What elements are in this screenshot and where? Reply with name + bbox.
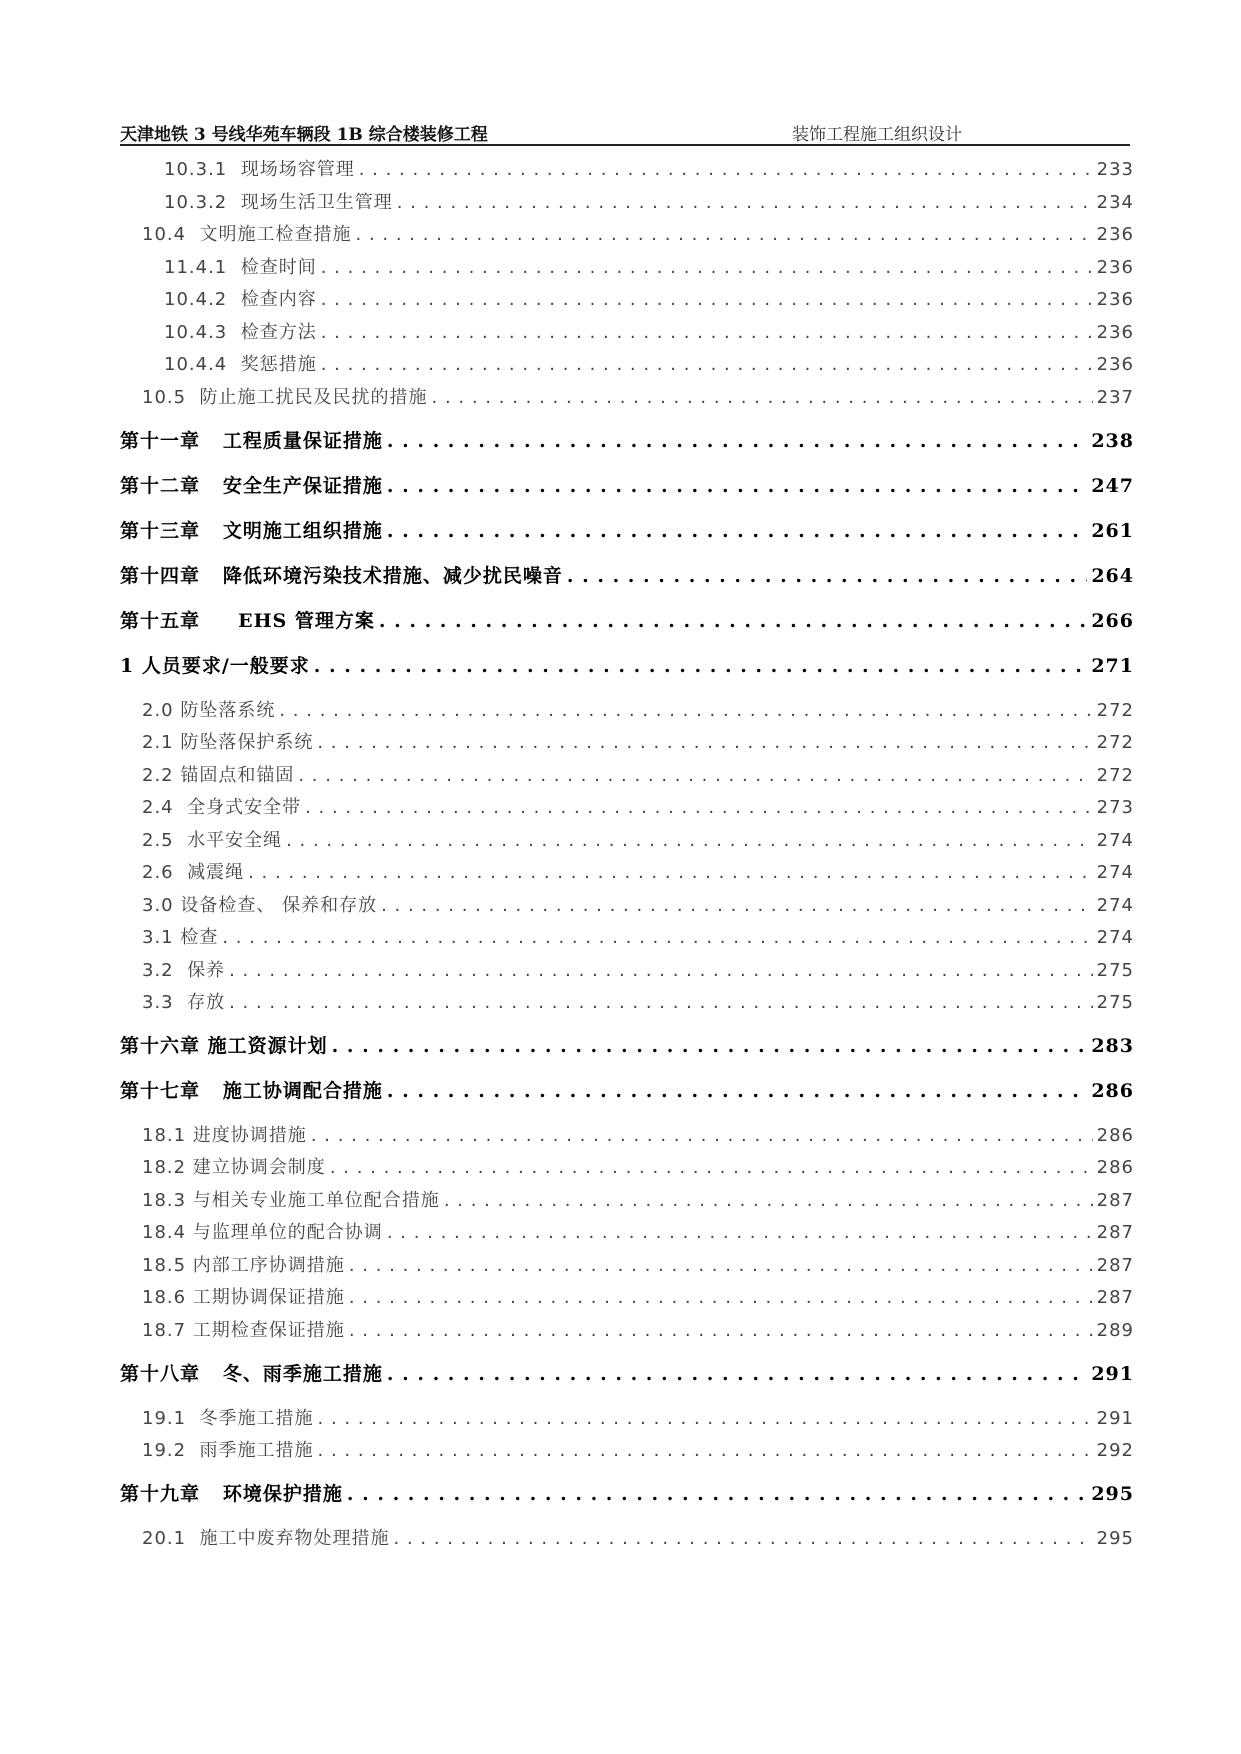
toc-entry[interactable] xyxy=(142,728,1134,754)
toc-entry-number: 11.4.1 xyxy=(164,257,228,278)
toc-chapter-entry[interactable] xyxy=(120,1479,1134,1506)
toc-entry-page: 291 xyxy=(1096,1408,1134,1429)
toc-chapter-entry[interactable] xyxy=(120,606,1134,633)
toc-leader xyxy=(381,895,1093,916)
toc-chapter-entry[interactable] xyxy=(120,426,1134,453)
toc-chapter-entry[interactable] xyxy=(120,471,1134,498)
toc-entry-number: 2.4 xyxy=(142,797,174,818)
toc-entry-page: 292 xyxy=(1096,1440,1134,1461)
toc-chapter-page: 295 xyxy=(1091,1483,1134,1505)
toc-entry-title: 3.0 设备检查、 保养和存放 xyxy=(142,895,378,916)
toc-entry-number: 19.1 xyxy=(142,1408,187,1429)
toc-entry-number: 3.2 xyxy=(142,960,174,981)
toc-entry[interactable] xyxy=(142,1524,1134,1550)
toc-chapter-number: 第十三章 xyxy=(120,520,201,542)
toc-chapter-title: 降低环境污染技术措施、减少扰民噪音 xyxy=(222,565,563,587)
toc-entry[interactable] xyxy=(142,988,1134,1014)
toc-leader xyxy=(321,354,1093,375)
toc-leader xyxy=(222,927,1092,948)
toc-entry-title: 水平安全绳 xyxy=(187,830,283,851)
toc-chapter-title: 冬、雨季施工措施 xyxy=(222,1363,383,1385)
toc-entry-title: 18.6 工期协调保证措施 xyxy=(142,1287,345,1308)
toc-entry[interactable] xyxy=(142,923,1134,949)
toc-entry-title: 18.5 内部工序协调措施 xyxy=(142,1255,345,1276)
header-project-title: 天津地铁 3 号线华苑车辆段 1B 综合楼装修工程 xyxy=(120,125,488,145)
toc-entry-title: 2.0 防坠落系统 xyxy=(142,700,276,721)
toc-entry-title: 冬季施工措施 xyxy=(199,1408,314,1429)
toc-entry-page: 286 xyxy=(1096,1125,1134,1146)
toc-entry-page: 236 xyxy=(1096,289,1134,310)
toc-leader xyxy=(286,830,1093,851)
toc-entry-number: 10.4.3 xyxy=(164,322,228,343)
toc-entry-page: 236 xyxy=(1096,322,1134,343)
toc-entry[interactable] xyxy=(142,1121,1134,1147)
toc-entry-number: 10.4 xyxy=(142,224,187,245)
toc-leader xyxy=(349,1255,1093,1276)
toc-chapter-title: 安全生产保证措施 xyxy=(222,475,383,497)
toc-entry-title: 3.1 检查 xyxy=(142,927,219,948)
toc-entry-title: 检查内容 xyxy=(240,289,317,310)
toc-chapter-number: 第十二章 xyxy=(120,475,201,497)
toc-entry-page: 236 xyxy=(1096,354,1134,375)
toc-entry-page: 272 xyxy=(1096,700,1134,721)
toc-leader xyxy=(349,1320,1093,1341)
toc-entry[interactable] xyxy=(142,1404,1134,1430)
toc-leader xyxy=(394,1528,1093,1549)
header-document-title: 装饰工程施工组织设计 xyxy=(792,125,962,145)
toc-entry-title: 雨季施工措施 xyxy=(199,1440,314,1461)
toc-chapter-entry[interactable] xyxy=(120,1359,1134,1386)
toc-entry[interactable] xyxy=(142,696,1134,722)
toc-entry[interactable] xyxy=(142,761,1134,787)
toc-entry-page: 233 xyxy=(1096,159,1134,180)
toc-chapter-page: 291 xyxy=(1091,1363,1134,1385)
toc-chapter-number: 第十五章 xyxy=(120,610,201,632)
toc-entry-title: 减震绳 xyxy=(187,862,245,883)
toc-leader xyxy=(318,1408,1093,1429)
toc-entry-title: 18.2 建立协调会制度 xyxy=(142,1157,326,1178)
toc-entry-title: 检查方法 xyxy=(240,322,317,343)
toc-entry-page: 272 xyxy=(1096,765,1134,786)
toc-leader xyxy=(387,520,1087,542)
toc-leader xyxy=(397,192,1093,213)
toc-leader xyxy=(347,1483,1087,1505)
toc-chapter-number: 第十七章 xyxy=(120,1080,201,1102)
toc-entry-page: 234 xyxy=(1096,192,1134,213)
toc-chapter-entry[interactable] xyxy=(120,561,1134,588)
toc-entry-page: 287 xyxy=(1096,1190,1134,1211)
toc-entry-title: 文明施工检查措施 xyxy=(199,224,352,245)
toc-entry[interactable] xyxy=(164,350,1134,376)
toc-chapter-entry[interactable] xyxy=(120,1031,1134,1058)
toc-leader xyxy=(305,797,1093,818)
toc-entry-title: 全身式安全带 xyxy=(187,797,302,818)
toc-entry-title: 18.7 工期检查保证措施 xyxy=(142,1320,345,1341)
toc-entry-title: 存放 xyxy=(187,992,226,1013)
toc-entry-page: 274 xyxy=(1096,862,1134,883)
toc-entry-title: 2.1 防坠落保护系统 xyxy=(142,732,314,753)
toc-entry-page: 289 xyxy=(1096,1320,1134,1341)
toc-chapter-title: 施工协调配合措施 xyxy=(222,1080,383,1102)
toc-leader xyxy=(229,992,1093,1013)
toc-leader xyxy=(330,1157,1093,1178)
toc-chapter-number: 第十六章 xyxy=(120,1035,201,1057)
toc-entry-number: 10.5 xyxy=(142,387,187,408)
toc-chapter-number: 第十一章 xyxy=(120,430,201,452)
toc-entry-page: 274 xyxy=(1096,830,1134,851)
toc-entry-title: 奖惩措施 xyxy=(240,354,317,375)
toc-leader xyxy=(387,1222,1093,1243)
toc-leader xyxy=(444,1190,1093,1211)
toc-entry-title: 保养 xyxy=(187,960,226,981)
toc-entry[interactable] xyxy=(142,1251,1134,1277)
toc-leader xyxy=(314,655,1088,677)
toc-leader xyxy=(318,1440,1093,1461)
toc-entry[interactable] xyxy=(142,891,1134,917)
toc-entry-title: 施工中废弃物处理措施 xyxy=(199,1528,390,1549)
toc-entry-page: 287 xyxy=(1096,1255,1134,1276)
toc-entry-number: 10.4.4 xyxy=(164,354,228,375)
toc-entry-page: 272 xyxy=(1096,732,1134,753)
toc-leader xyxy=(387,1080,1087,1102)
toc-leader xyxy=(311,1125,1093,1146)
toc-entry-title: 防止施工扰民及民扰的措施 xyxy=(199,387,428,408)
toc-entry[interactable] xyxy=(142,1153,1134,1179)
toc-chapter-title: 工程质量保证措施 xyxy=(222,430,383,452)
toc-chapter-entry[interactable] xyxy=(120,516,1134,543)
toc-chapter-title: 1 人员要求/一般要求 xyxy=(120,655,310,677)
toc-leader xyxy=(279,700,1092,721)
toc-leader xyxy=(356,224,1093,245)
toc-entry-title: 现场场容管理 xyxy=(240,159,355,180)
toc-chapter-page: 283 xyxy=(1091,1035,1134,1057)
toc-chapter-page: 286 xyxy=(1091,1080,1134,1102)
toc-entry-number: 10.3.2 xyxy=(164,192,228,213)
toc-entry-title: 18.1 进度协调措施 xyxy=(142,1125,307,1146)
toc-leader xyxy=(298,765,1092,786)
toc-entry-page: 236 xyxy=(1096,257,1134,278)
toc-leader xyxy=(432,387,1093,408)
toc-entry-page: 295 xyxy=(1096,1528,1134,1549)
toc-chapter-number: 第十九章 xyxy=(120,1483,201,1505)
toc-chapter-page: 264 xyxy=(1091,565,1134,587)
toc-entry[interactable] xyxy=(142,1218,1134,1244)
toc-entry[interactable] xyxy=(142,826,1134,852)
toc-leader xyxy=(321,289,1093,310)
toc-entry[interactable] xyxy=(142,1316,1134,1342)
toc-leader xyxy=(379,610,1087,632)
toc-entry-page: 274 xyxy=(1096,895,1134,916)
toc-entry-page: 274 xyxy=(1096,927,1134,948)
toc-leader xyxy=(567,565,1087,587)
toc-entry[interactable] xyxy=(164,253,1134,279)
toc-entry-number: 19.2 xyxy=(142,1440,187,1461)
toc-entry-page: 237 xyxy=(1096,387,1134,408)
toc-entry[interactable] xyxy=(142,383,1134,409)
toc-entry-number: 2.6 xyxy=(142,862,174,883)
toc-entry-number: 20.1 xyxy=(142,1528,187,1549)
toc-chapter-entry[interactable] xyxy=(120,1076,1134,1103)
toc-leader xyxy=(349,1287,1093,1308)
toc-leader xyxy=(387,1363,1087,1385)
toc-chapter-page: 261 xyxy=(1091,520,1134,542)
toc-leader xyxy=(387,430,1087,452)
toc-entry[interactable] xyxy=(142,956,1134,982)
toc-entry[interactable] xyxy=(164,188,1134,214)
toc-entry-title: 检查时间 xyxy=(240,257,317,278)
toc-entry[interactable] xyxy=(142,793,1134,819)
toc-leader xyxy=(248,862,1093,883)
toc-chapter-entry[interactable] xyxy=(120,651,1134,678)
toc-entry[interactable] xyxy=(142,220,1134,246)
toc-entry-number: 2.5 xyxy=(142,830,174,851)
toc-leader xyxy=(332,1035,1088,1057)
toc-chapter-title: EHS 管理方案 xyxy=(238,610,375,632)
toc-chapter-page: 266 xyxy=(1091,610,1134,632)
toc-leader xyxy=(229,960,1093,981)
toc-chapter-number: 第十八章 xyxy=(120,1363,201,1385)
toc-entry-number: 10.3.1 xyxy=(164,159,228,180)
toc-chapter-page: 247 xyxy=(1091,475,1134,497)
toc-leader xyxy=(321,322,1093,343)
toc-entry[interactable] xyxy=(164,318,1134,344)
toc-entry-title: 2.2 锚固点和锚固 xyxy=(142,765,295,786)
toc-entry[interactable] xyxy=(142,1436,1134,1462)
toc-entry-page: 286 xyxy=(1096,1157,1134,1178)
toc-chapter-page: 238 xyxy=(1091,430,1134,452)
toc-leader xyxy=(321,257,1093,278)
toc-entry-page: 273 xyxy=(1096,797,1134,818)
toc-entry-title: 现场生活卫生管理 xyxy=(240,192,393,213)
toc-leader xyxy=(359,159,1093,180)
toc-entry[interactable] xyxy=(142,1283,1134,1309)
toc-entry-page: 287 xyxy=(1096,1222,1134,1243)
toc-entry-title: 18.3 与相关专业施工单位配合措施 xyxy=(142,1190,440,1211)
toc-entry[interactable] xyxy=(164,285,1134,311)
toc-entry[interactable] xyxy=(142,1186,1134,1212)
toc-entry-number: 10.4.2 xyxy=(164,289,228,310)
toc-entry[interactable] xyxy=(142,858,1134,884)
toc-entry[interactable] xyxy=(164,155,1134,181)
toc-leader xyxy=(317,732,1092,753)
toc-entry-page: 275 xyxy=(1096,992,1134,1013)
toc-chapter-title: 施工资源计划 xyxy=(207,1035,328,1057)
toc-chapter-page: 271 xyxy=(1091,655,1134,677)
toc-entry-page: 287 xyxy=(1096,1287,1134,1308)
toc-entry-page: 236 xyxy=(1096,224,1134,245)
toc-chapter-number: 第十四章 xyxy=(120,565,201,587)
toc-entry-number: 3.3 xyxy=(142,992,174,1013)
toc-entry-title: 18.4 与监理单位的配合协调 xyxy=(142,1222,383,1243)
toc-chapter-title: 环境保护措施 xyxy=(222,1483,343,1505)
toc-leader xyxy=(387,475,1087,497)
toc-entry-page: 275 xyxy=(1096,960,1134,981)
toc-chapter-title: 文明施工组织措施 xyxy=(222,520,383,542)
